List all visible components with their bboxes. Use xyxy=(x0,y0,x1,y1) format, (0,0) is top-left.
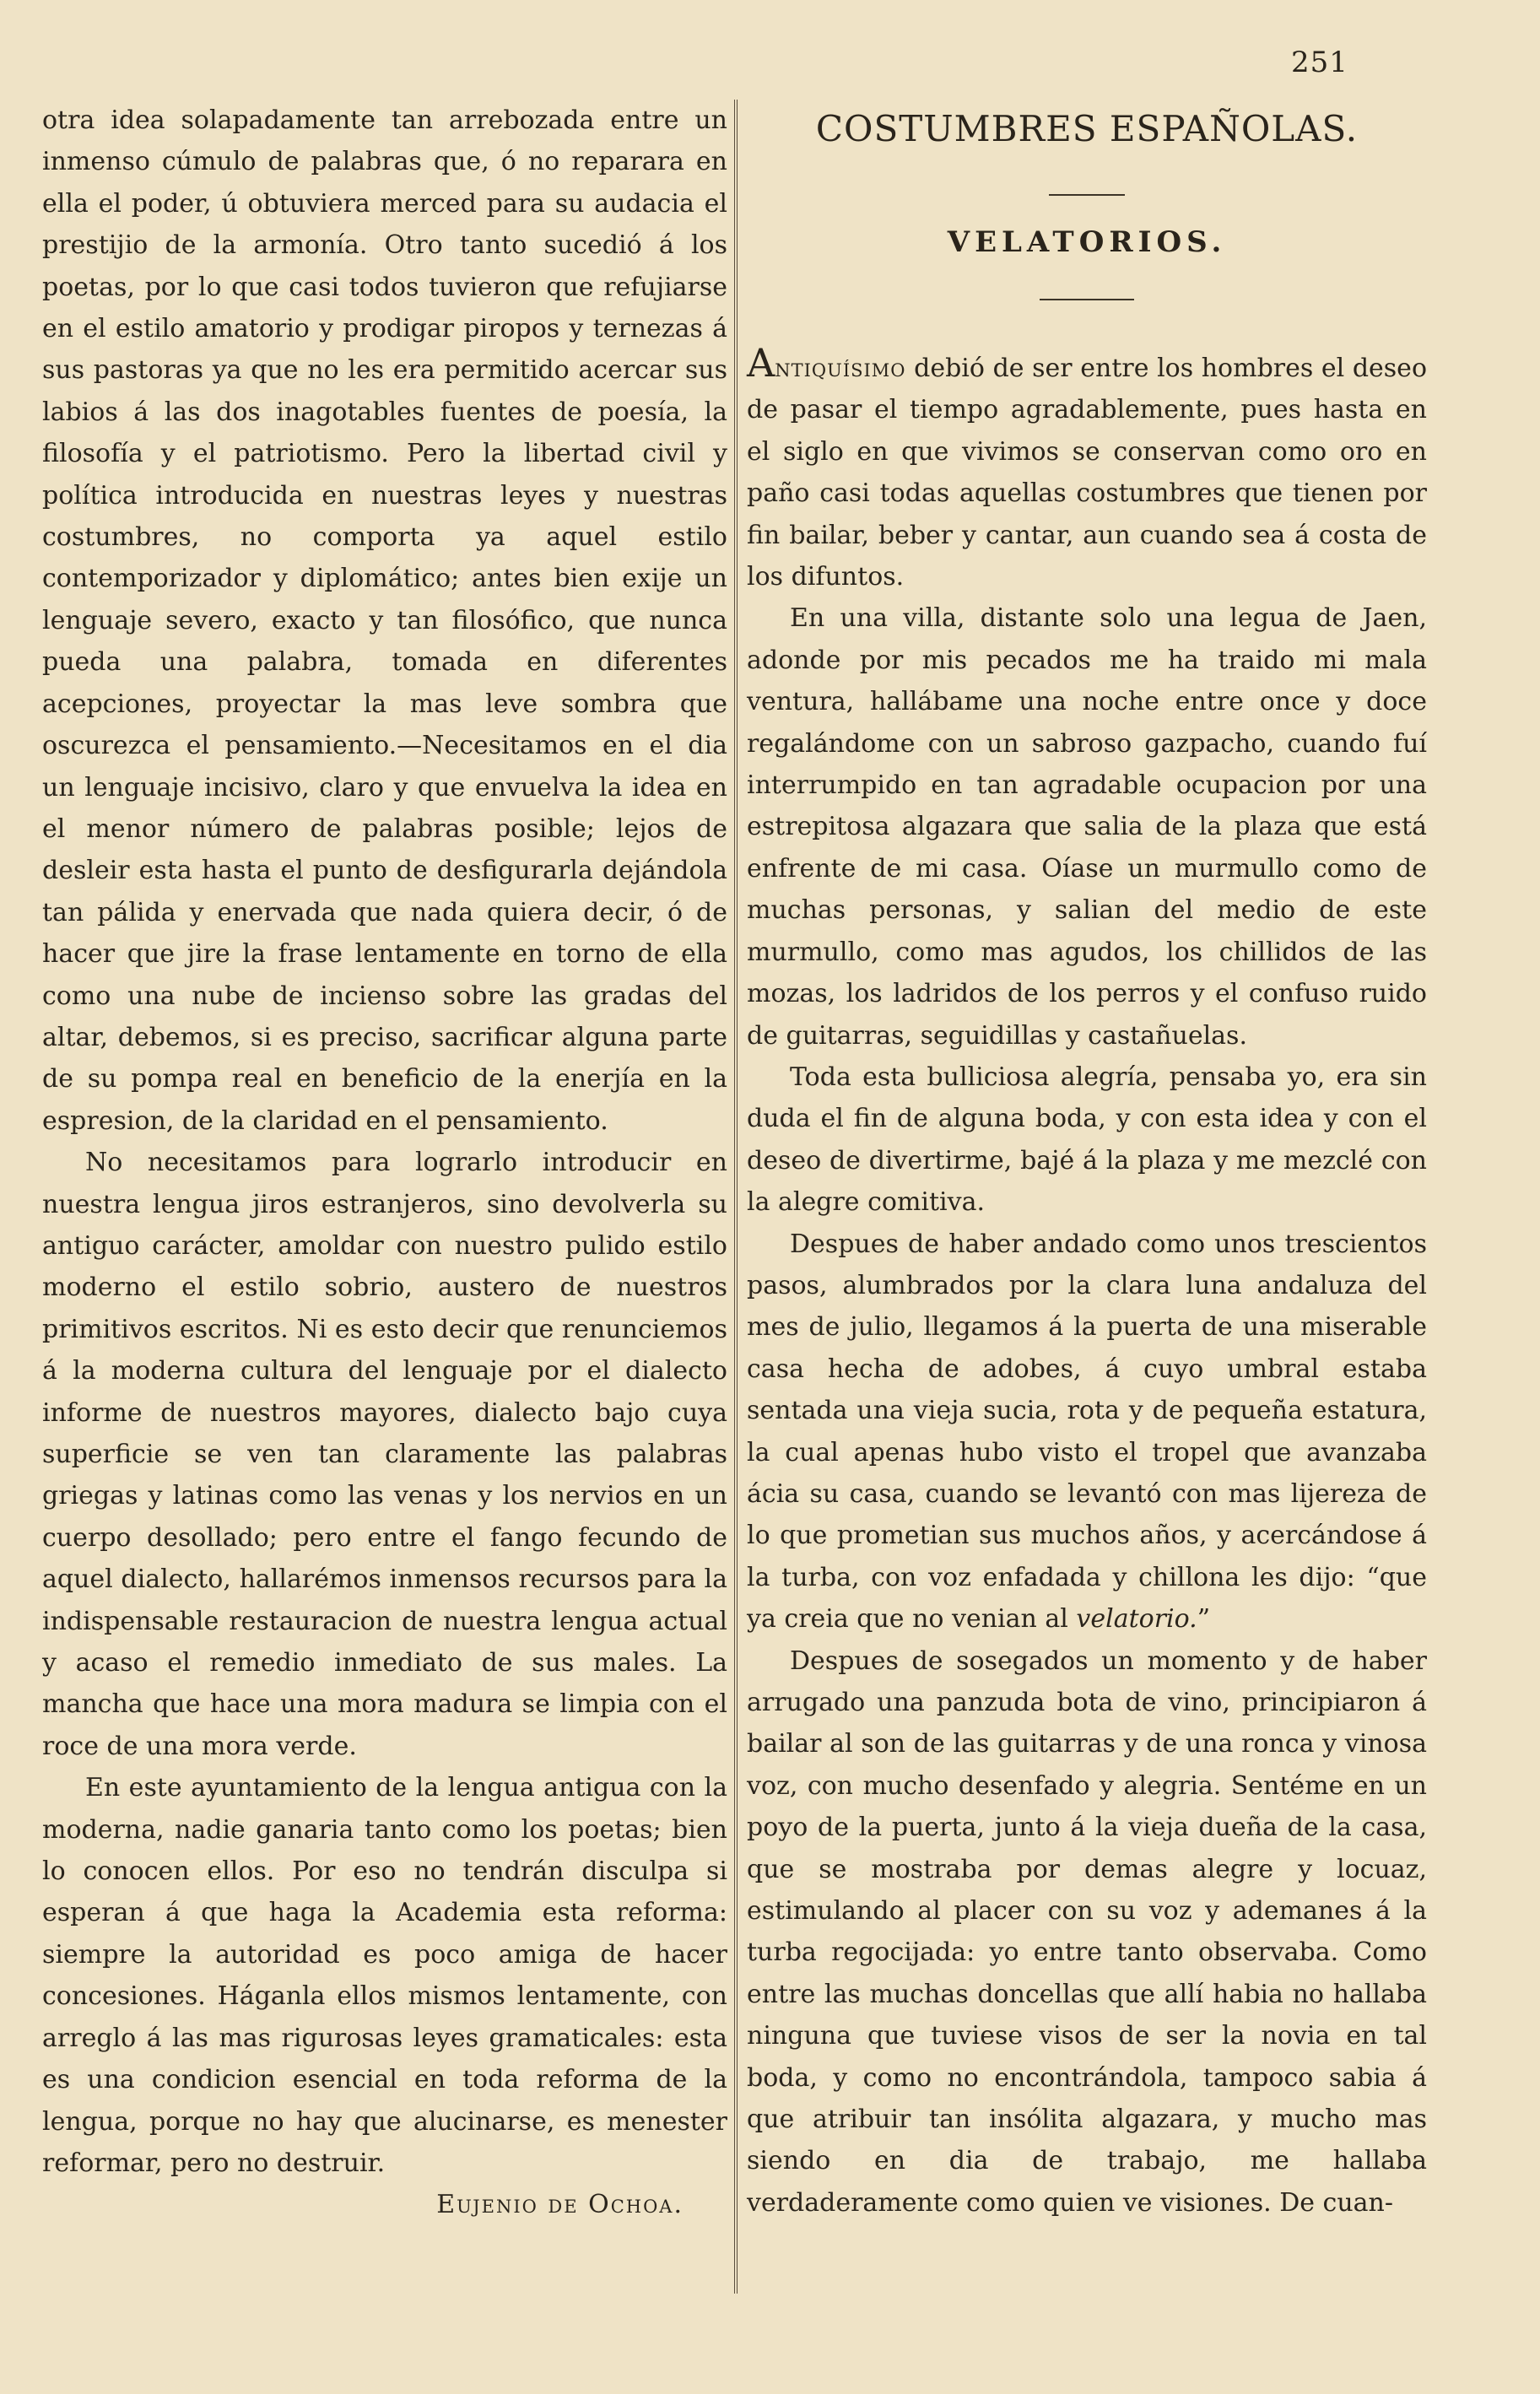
title-rule xyxy=(1049,194,1125,196)
lead-word: ntiquísimo xyxy=(775,354,906,383)
author-signature: Eujenio de Ochoa. xyxy=(436,2190,684,2220)
right-column xyxy=(747,100,1427,2224)
subtitle-rule xyxy=(1040,299,1134,300)
left-column xyxy=(42,100,727,2226)
section-title: COSTUMBRES ESPAÑOLAS. xyxy=(815,108,1359,149)
opening-paragraph xyxy=(747,340,1427,597)
column-divider xyxy=(734,100,738,2294)
quote-text: Despues de haber andado como unos trescientos pasos, alumbrados por la clara luna andaluza del mes de julio, llegamos á la puerta de una miserable casa hecha de adobes, á cuyo umbral estaba sentada una vieja sucia, rota y de pequeña estatura, la cual apenas hubo visto el tropel que avanzaba ácia su casa, cuando se levantó con mas lijereza de lo que prometian sus muchos años, y acercándose á la turba, con voz enfadada y chillona les dijo: “que ya creia que no venian al xyxy=(747,1229,1427,1635)
page-number: 251 xyxy=(1291,46,1348,79)
paragraph: Toda esta bulliciosa alegría, pensaba yo, era sin duda el fin de alguna boda, y con esta idea y con el deseo de divertirme, bajé á la plaza y me mezclé con la alegre comitiva. xyxy=(747,1062,1427,1218)
italic-word: velatorio. xyxy=(1076,1604,1197,1635)
paragraph: No necesitamos para lograrlo introducir en nuestra lengua jiros estranjeros, sino devolverla su antiguo carácter, amoldar con nuestro pulido estilo moderno el estilo sobrio, austero de nuestros primitivos escritos. Ni es esto decir que renunciemos á la moderna cultura del lenguaje por el dialecto informe de nuestros mayores, dialecto bajo cuya superficie se ven tan claramente las palabras griegas y latinas como las venas y los nervios en un cuerpo desollado; pero entre el fango fecundo de aquel dialecto, hallarémos inmensos recursos para la indispensable restauracion de nuestra lengua actual y acaso el remedio inmediato de sus males. La mancha que hace una mora madura se limpia con el roce de una mora verde. xyxy=(42,1148,727,1761)
paragraph: Despues de sosegados un momento y de haber arrugado una panzuda bota de vino, principiaron á bailar al son de las guitarras y de una ronca y vinosa voz, con mucho desenfado y alegria. Sentéme en un poyo de la puerta, junto á la vieja dueña de la casa, que se mostraba por demas alegre y locuaz, estimulando al placer con su voz y ademanes á la turba regocijada: yo entre tanto observaba. Como entre las muchas doncellas que allí habia no hallaba ninguna que tuviese visos de ser la novia en tal boda, y como no encontrándola, tampoco sabia á que atribuir tan insólita algazara, y mucho mas siendo en dia de trabajo, me hallaba verdaderamente como quien ve visiones. De cuan- xyxy=(747,1646,1427,2218)
paragraph: En una villa, distante solo una legua de Jaen, adonde por mis pecados me ha traido mi mala ventura, hallábame una noche entre once y doce regalándome con un sabroso gazpacho, cuando fuí interrumpido en tan agradable ocupacion por una estrepitosa algazara que salia de la plaza que está enfrente de mi casa. Oíase un murmullo como de muchas personas, y salian del medio de este murmullo, como mas agudos, los chillidos de las mozas, los ladridos de los perros y el confuso ruido de guitarras, seguidillas y castañuelas. xyxy=(747,603,1427,1051)
opening-text: debió de ser entre los hombres el deseo de pasar el tiempo agradablemente, pues hasta en el siglo en que vivimos se conservan como oro en paño casi todas aquellas costumbres que tienen por fin bailar, beber y cantar, aun cuando sea á costa de los difuntos. xyxy=(747,354,1427,592)
paragraph: otra idea solapadamente tan arrebozada entre un inmenso cúmulo de palabras que, ó no reparara en ella el poder, ú obtuviera merced para su audacia el prestijio de la armonía. Otro tanto sucedió á los poetas, por lo que casi todos tuvieron que refujiarse en el estilo amatorio y prodigar piropos y ternezas á sus pastoras ya que no les era permitido acercar sus labios á las dos inagotables fuentes de poesía, la filosofía y el patriotismo. Pero la libertad civil y política introducida en nuestras leyes y nuestras costumbres, no comporta ya aquel estilo contemporizador y diplomático; antes bien exije un lenguaje severo, exacto y tan filosófico, que nunca pueda una palabra, tomada en diferentes acepciones, proyectar la mas leve sombra que oscurezca el pensamiento.—Necesitamos en el dia un lenguaje incisivo, claro y que envuelva la idea en el menor número de palabras posible; lejos de desleir esta hasta el punto de desfigurarla dejándola tan pálida y enervada que nada quiera decir, ó de hacer que jire la frase lentamente en torno de ella como una nube de incienso sobre las gradas del altar, debemos, si es preciso, sacrificar alguna parte de su pompa real en beneficio de la enerjía en la espresion, de la claridad en el pensamiento. xyxy=(42,105,727,1136)
article-subtitle: VELATORIOS. xyxy=(947,225,1227,259)
quote-close: ” xyxy=(1197,1604,1211,1635)
initial-letter: A xyxy=(747,340,775,386)
paragraph: En este ayuntamiento de la lengua antigua con la moderna, nadie ganaria tanto como los poetas; bien lo conocen ellos. Por eso no tendrán disculpa si esperan á que haga la Academia esta reforma: siempre la autoridad es poco amiga de hacer concesiones. Háganla ellos mismos lentamente, con arreglo á las mas rigurosas leyes gramaticales: esta es una condicion esencial en toda reforma de la lengua, porque no hay que alucinarse, es menester reformar, pero no destruir. xyxy=(42,1773,727,2178)
article-header xyxy=(747,108,1427,300)
quote-paragraph xyxy=(747,1224,1427,1640)
